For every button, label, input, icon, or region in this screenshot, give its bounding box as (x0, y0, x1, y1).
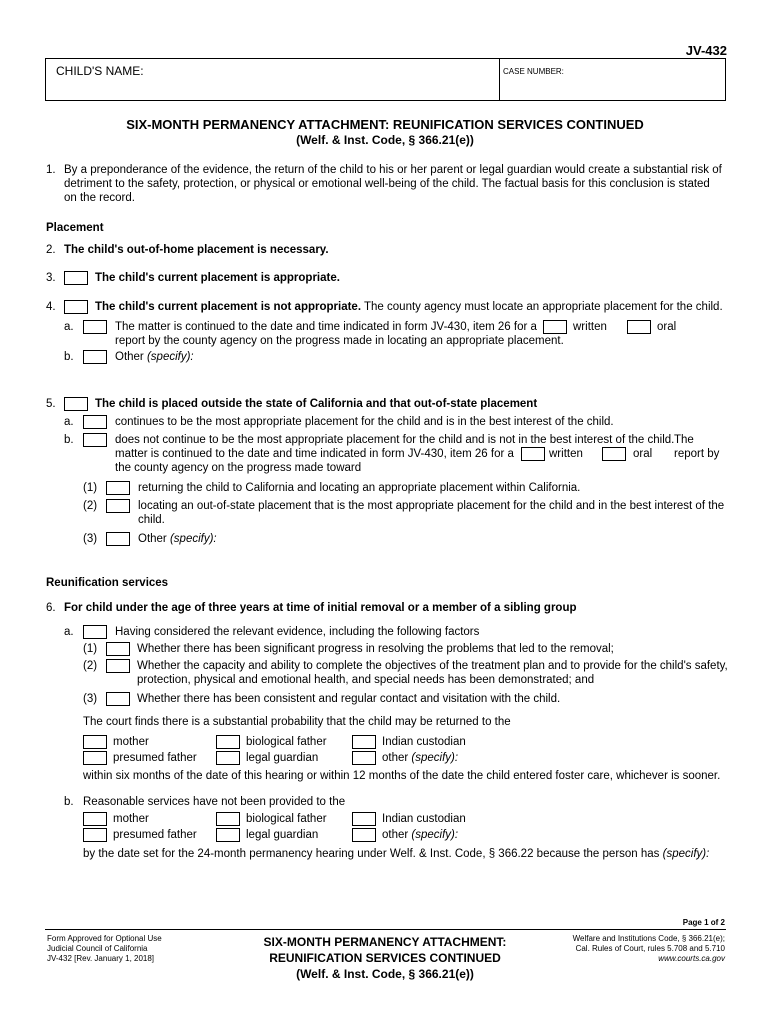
item4-b-specify: (specify): (146, 351, 194, 363)
item6-a-other (382, 752, 458, 764)
item6-b-presumed-label: presumed father (113, 829, 197, 841)
item3-number: 3. (46, 272, 56, 284)
item6-a-presumed-checkbox[interactable] (83, 751, 107, 765)
item5-checkbox[interactable] (64, 397, 88, 411)
item6-b-indian-checkbox[interactable] (352, 812, 376, 826)
item6-within: within six months of the date of this hearing or within 12 months of the date the child entered foster care, whichever is sooner. (83, 770, 721, 782)
item6-a-other-checkbox[interactable] (352, 751, 376, 765)
footer-right (573, 934, 725, 964)
item6-number: 6. (46, 602, 56, 614)
item6-b-legal-label: legal guardian (246, 829, 319, 841)
item6-f2-number: (2) (83, 660, 98, 672)
item5-b-line3: the county agency on the progress made toward (115, 462, 362, 474)
form-id: JV-432 (685, 43, 727, 58)
item4-a-written-label: written (573, 321, 607, 333)
item6-b-mother-label: mother (113, 813, 149, 825)
item6-a-indian-label: Indian custodian (382, 736, 466, 748)
item6-b-legal-checkbox[interactable] (216, 828, 240, 842)
item5-s2-checkbox[interactable] (106, 499, 130, 513)
item5-b-the: The (674, 434, 694, 446)
item6-f1-checkbox[interactable] (106, 642, 130, 656)
item4-a-line1: The matter is continued to the date and time indicated in form JV-430, item 26 for a (115, 321, 537, 333)
page-title: SIX-MONTH PERMANENCY ATTACHMENT: REUNIFICATION SERVICES CONTINUED (126, 117, 644, 132)
item6-a-other-specify: (specify): (411, 752, 459, 764)
item5-b-written-checkbox[interactable] (521, 447, 545, 461)
item6-a-legal-label: legal guardian (246, 752, 319, 764)
item4-bold: The child's current placement is not appropriate. (95, 301, 362, 313)
item5-s3-other-label: Other (138, 533, 167, 545)
item5-b-letter: b. (64, 434, 74, 446)
item6-f3-number: (3) (83, 693, 98, 705)
item5-s3-specify: (specify): (169, 533, 217, 545)
item4-number: 4. (46, 301, 56, 313)
item5-s2-number: (2) (83, 500, 98, 512)
item6-finds: The court finds there is a substantial probability that the child may be returned to the (83, 716, 511, 728)
item1-number: 1. (46, 164, 56, 176)
item5-a-letter: a. (64, 416, 74, 428)
item6-f3-checkbox[interactable] (106, 692, 130, 706)
reunification-heading: Reunification services (46, 577, 169, 589)
item6-b-other-label: other (382, 829, 409, 841)
item6-a-legal-checkbox[interactable] (216, 751, 240, 765)
item5-s1-text: returning the child to California and locating an appropriate placement within California. (138, 482, 581, 494)
item2-text: The child's out-of-home placement is necessary. (64, 244, 329, 256)
footer-left-line2: Judicial Council of California (47, 944, 148, 953)
item5-b-report-by: report by (674, 448, 720, 460)
item6-b-biofather-label: biological father (246, 813, 327, 825)
footer-center-line2: REUNIFICATION SERVICES CONTINUED (269, 951, 501, 965)
item5-s1-number: (1) (83, 482, 98, 494)
item3-text: The child's current placement is appropriate. (95, 272, 340, 284)
item6-b-indian-label: Indian custodian (382, 813, 466, 825)
childs-name-label: CHILD'S NAME: (56, 64, 144, 78)
item6-a-letter: a. (64, 626, 74, 638)
item6-a-mother-label: mother (113, 736, 149, 748)
case-number-label: CASE NUMBER: (503, 67, 564, 76)
item6-f3-text: Whether there has been consistent and regular contact and visitation with the child. (137, 693, 561, 705)
item6-f2-checkbox[interactable] (106, 659, 130, 673)
item6-a-biofather-label: biological father (246, 736, 327, 748)
item5-b-oral-checkbox[interactable] (602, 447, 626, 461)
placement-heading: Placement (46, 222, 104, 234)
page-subtitle: (Welf. & Inst. Code, § 366.21(e)) (296, 133, 474, 147)
item5-b-checkbox[interactable] (83, 433, 107, 447)
case-number-field[interactable] (503, 78, 718, 98)
item6-a-text: Having considered the relevant evidence, including the following factors (115, 626, 480, 638)
item4-b-other-label: Other (115, 351, 144, 363)
item6-a-other-label: other (382, 752, 409, 764)
item6-b-text: Reasonable services have not been provided to the (83, 796, 346, 808)
item6-b-final-text: by the date set for the 24-month permanency hearing under Welf. & Inst. Code, § 366.22 because the person has (83, 848, 660, 860)
footer-website-link[interactable]: www.courts.ca.gov (658, 954, 725, 963)
item5-b-oral-label: oral (633, 448, 653, 460)
item5-a-text: continues to be the most appropriate placement for the child and is in the best interest of the child. (115, 416, 614, 428)
childs-name-field[interactable] (56, 78, 486, 98)
item4-b-other (115, 351, 194, 363)
item6-b-other-specify: (specify): (411, 829, 459, 841)
item2-number: 2. (46, 244, 56, 256)
item6-b-final (83, 848, 709, 860)
item4-a-line2: report by the county agency on the progress made in locating an appropriate placement. (115, 335, 564, 347)
item4-a-oral-checkbox[interactable] (627, 320, 651, 334)
item6-f2-line1: Whether the capacity and ability to complete the objectives of the treatment plan and to provide for the child's safety, (137, 660, 728, 672)
item6-a-mother-checkbox[interactable] (83, 735, 107, 749)
item6-a-biofather-checkbox[interactable] (216, 735, 240, 749)
footer-right-line1: Welfare and Institutions Code, § 366.21(e); (572, 934, 725, 943)
item6-f1-number: (1) (83, 643, 98, 655)
item6-a-checkbox[interactable] (83, 625, 107, 639)
item4-a-checkbox[interactable] (83, 320, 107, 334)
item5-text: The child is placed outside the state of California and that out-of-state placement (95, 398, 538, 410)
footer-center-line3: (Welf. & Inst. Code, § 366.21(e)) (296, 967, 474, 981)
item5-s2-line1: locating an out-of-state placement that is the most appropriate placement for the child and in the best interest of the (138, 500, 725, 512)
page-number: Page 1 of 2 (682, 918, 725, 927)
item5-s3-checkbox[interactable] (106, 532, 130, 546)
item6-b-other (382, 829, 458, 841)
item6-f2-line2: protection, physical and emotional health, and special needs has been demonstrated; and (137, 674, 595, 686)
item6-f1-text: Whether there has been significant progress in resolving the problems that led to the removal; (137, 643, 614, 655)
item4-b-checkbox[interactable] (83, 350, 107, 364)
footer-left-line3: JV-432 [Rev. January 1, 2018] (47, 954, 155, 963)
item6-a-presumed-label: presumed father (113, 752, 197, 764)
item5-number: 5. (46, 398, 56, 410)
item5-s3-other (138, 533, 217, 545)
item6-b-other-checkbox[interactable] (352, 828, 376, 842)
item6-b-presumed-checkbox[interactable] (83, 828, 107, 842)
item3-checkbox[interactable] (64, 271, 88, 285)
item4-text (95, 301, 723, 313)
item1-line3: on the record. (64, 192, 135, 204)
item1-line2: detriment to the safety, protection, or physical or emotional well-being of the child. The factual basis for this conclusion is stated (64, 178, 710, 190)
footer-rule (45, 929, 726, 930)
footer-center-line1: SIX-MONTH PERMANENCY ATTACHMENT: (263, 935, 507, 949)
item5-b-written-label: written (549, 448, 583, 460)
item5-s2-line2: child. (138, 514, 165, 526)
item4-a-oral-label: oral (657, 321, 677, 333)
item4-rest: The county agency must locate an appropriate placement for the child. (364, 301, 723, 313)
item5-s1-checkbox[interactable] (106, 481, 130, 495)
item1-line1: By a preponderance of the evidence, the return of the child to his or her parent or legal guardian would create a substantial risk of (64, 164, 722, 176)
footer-right-line2: Cal. Rules of Court, rules 5.708 and 5.710 (575, 944, 725, 953)
item5-b-line1: does not continue to be the most appropriate placement for the child and is not in the best interest of the child. (115, 434, 675, 446)
item5-a-checkbox[interactable] (83, 415, 107, 429)
item5-s3-number: (3) (83, 533, 98, 545)
item4-b-letter: b. (64, 351, 74, 363)
item6-b-biofather-checkbox[interactable] (216, 812, 240, 826)
item4-a-letter: a. (64, 321, 74, 333)
item6-b-letter: b. (64, 796, 74, 808)
item6-b-final-specify: (specify): (662, 848, 710, 860)
item4-a-written-checkbox[interactable] (543, 320, 567, 334)
footer-left-line1: Form Approved for Optional Use (47, 934, 162, 943)
item6-text: For child under the age of three years at time of initial removal or a member of a sibling group (64, 602, 577, 614)
item4-checkbox[interactable] (64, 300, 88, 314)
item6-a-indian-checkbox[interactable] (352, 735, 376, 749)
item5-b-line2: matter is continued to the date and time indicated in form JV-430, item 26 for a (115, 448, 514, 460)
item6-b-mother-checkbox[interactable] (83, 812, 107, 826)
